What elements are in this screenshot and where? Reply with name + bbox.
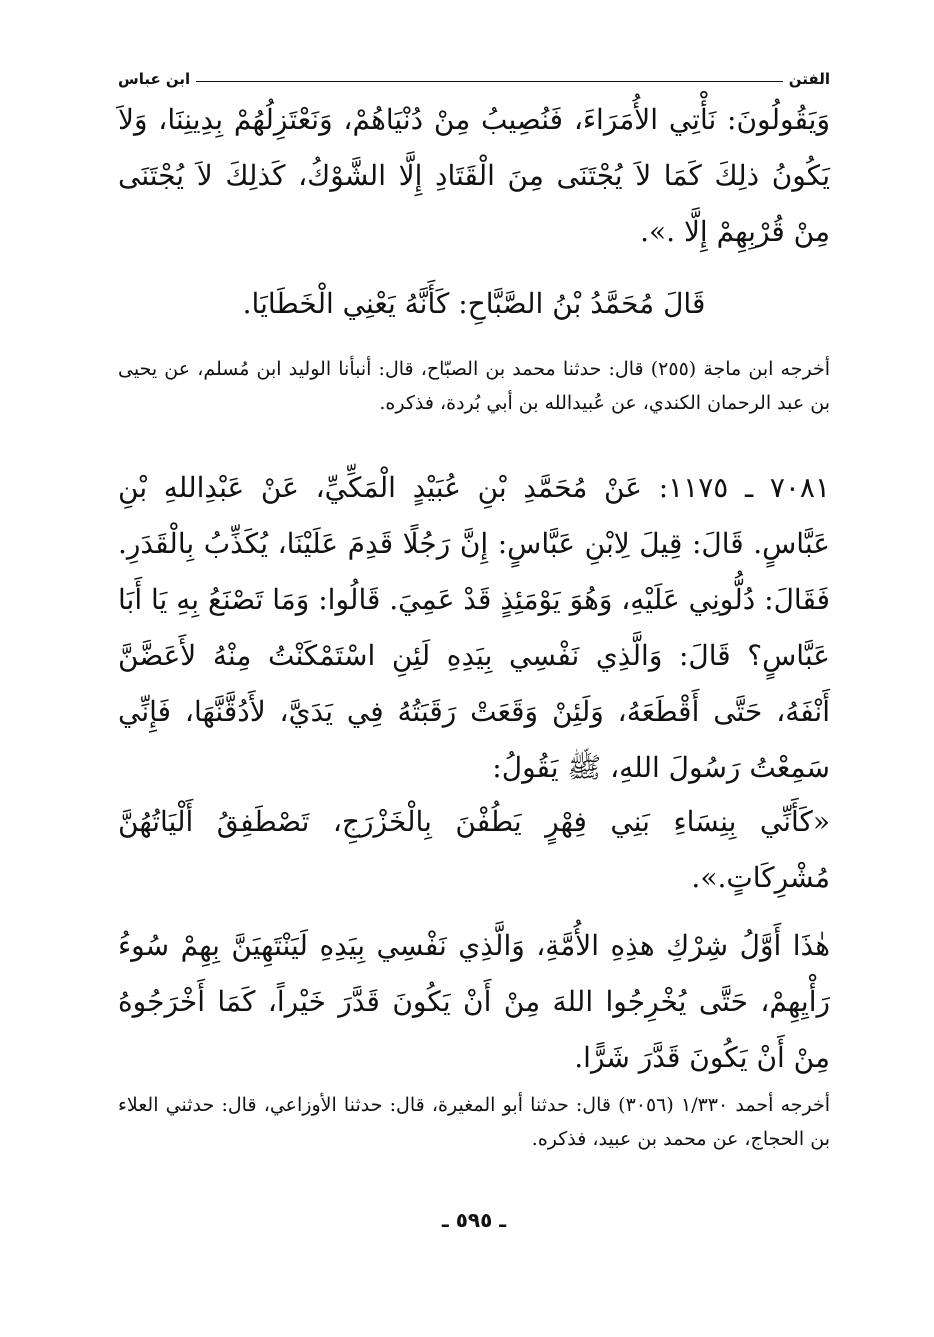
chapter-title: ابن عباس <box>118 70 191 88</box>
header-rule <box>196 81 783 82</box>
book-page <box>118 62 830 1292</box>
section-title: الفتن <box>788 70 830 88</box>
hadith-continuation: وَيَقُولُونَ: نَأْتِي الأُمَرَاءَ، فَنُصِيبُ مِنْ دُنْيَاهُمْ، وَنَعْتَزِلُهُمْ بِدِينِنَا، وَلاَ يَكُونُ ذلِكَ كَمَا لاَ يُجْتَنَى مِنَ الْقَتَادِ إِلَّا الشَّوْكُ، كَذلِكَ لاَ يُجْتَنَى مِنْ قُرْبِهِمْ إِلَّا .». <box>118 103 830 248</box>
hadith-conclusion: هٰذَا أَوَّلُ شِرْكِ هذِهِ الأُمَّةِ، وَالَّذِي نَفْسِي بِيَدِهِ لَيَنْتَهِيَنَّ بِهِمْ سُوءُ رَأْيِهِمْ، حَتَّى يُخْرِجُوا اللهَ مِنْ أَنْ يَكُونَ قَدَّرَ خَيْراً، كَمَا أَخْرَجُوهُ مِنْ أَنْ يَكُونَ قَدَّرَ شَرًّا. <box>118 929 830 1074</box>
takhrij-note-2: أخرجه أحمد ١/٣٣٠ (٣٠٥٦) قال: حدثنا أبو المغيرة، قال: حدثنا الأوزاعي، قال: حدثني العلاء بن الحجاج، عن محمد بن عبيد، فذكره. <box>118 1094 831 1150</box>
narrator-comment: قَالَ مُحَمَّدُ بْنُ الصَّبَّاحِ: كَأَنَّهُ يَعْنِي الْخَطَايَا. <box>242 287 706 320</box>
running-header <box>118 62 830 88</box>
prophetic-saying: «كَأَنِّي بِنِسَاءِ بَنِي فِهْرٍ يَطُفْنَ بِالْخَزْرَجِ، تَصْطَفِقُ أَلْيَاتُهُنَّ مُشْرِكَاتٍ.». <box>118 805 830 894</box>
hadith-7081: ٧٠٨١ ـ ١١٧٥: عَنْ مُحَمَّدِ بْنِ عُبَيْدٍ الْمَكِّيِّ، عَنْ عَبْدِاللهِ بْنِ عَبَّاسٍ. قَالَ: قِيلَ لِابْنِ عَبَّاسٍ: إِنَّ رَجُلًا قَدِمَ عَلَيْنَا، يُكَذِّبُ بِالْقَدَرِ. فَقَالَ: دُلُّونِي عَلَيْهِ، وَهُوَ يَوْمَئِذٍ قَدْ عَمِيَ. قَالُوا: وَمَا تَصْنَعُ بِهِ يَا أَبَا عَبَّاسٍ؟ قَالَ: وَالَّذِي نَفْسِي بِيَدِهِ لَئِنِ اسْتَمْكَنْتُ مِنْهُ لأَعَضَّنَّ أَنْفَهُ، حَتَّى أَقْطَعَهُ، وَلَئِنْ وَقَعَتْ رَقَبَتُهُ فِي يَدَيَّ، لأَدُقَّنَّهَا، فَإِنِّي سَمِعْتُ رَسُولَ اللهِ، ﷺ يَقُولُ: <box>118 471 830 784</box>
page-number: ـ ٥٩٥ ـ <box>441 1208 507 1232</box>
takhrij-note-1: أخرجه ابن ماجة (٢٥٥) قال: حدثنا محمد بن الصبّاح، قال: أنبأنا الوليد ابن مُسلم، عن يحيى بن عبد الرحمان الكندي، عن عُبيدالله بن أبي بُردة، فذكره. <box>118 358 830 414</box>
